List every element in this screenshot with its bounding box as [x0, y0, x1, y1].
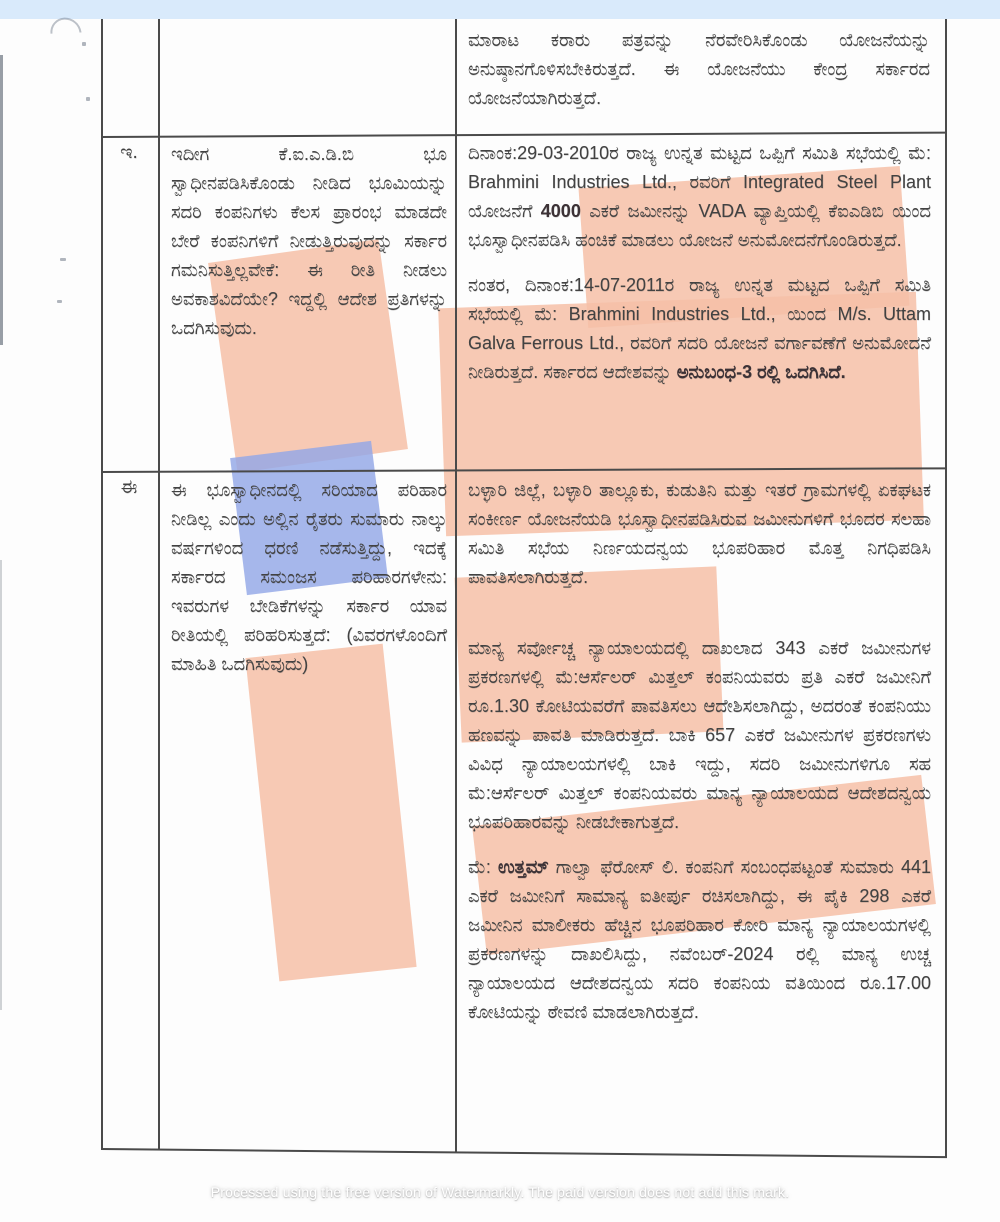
scan-edge-streak	[0, 55, 3, 345]
answer-text-bold: 4000	[540, 201, 581, 221]
answer-text-bold: ಉತ್ತಮ್	[497, 857, 549, 877]
answer-text: ಮೆ:	[468, 857, 498, 877]
answer-text: ದಿನಾಂಕ:29-03-2010ರ ರಾಜ್ಯ ಉನ್ನತ ಮಟ್ಟದ ಒಪ್ಪಿಗೆ ಸಮಿತಿ ಸಭೆಯಲ್ಲಿ ಮೆ: Brahmini Industries Ltd., ರವರಿಗೆ Integrated Steel Plant ಯೋಜನೆಗೆ	[468, 143, 931, 221]
watermark-text: Processed using the free version of Watermarkly. The paid version does not add this mark.	[210, 1184, 790, 1200]
answer-paragraph: ಮಾನ್ಯ ಸರ್ವೋಚ್ಚ ನ್ಯಾಯಾಲಯದಲ್ಲಿ ದಾಖಲಾದ 343 ಎಕರೆ ಜಮೀನುಗಳ ಪ್ರಕರಣಗಳಲ್ಲಿ ಮೆ:ಆರ್ಸೆಲರ್ ಮಿತ್ತಲ್ ಕಂಪನಿಯವರು ಪ್ರತಿ ಎಕರೆ ಜಮೀನಿಗೆ ರೂ.1.30 ಕೋಟಿಯವರೆಗೆ ಪಾವತಿಸಲು ಆದೇಶಿಸಲಾಗಿದ್ದು, ಅದರಂತೆ ಕಂಪನಿಯು ಹಣವನ್ನು ಪಾವತಿ ಮಾಡಿರುತ್ತದೆ. ಬಾಕಿ 657 ಎಕರೆ ಜಮೀನುಗಳ ಪ್ರಕರಣಗಳು ವಿವಿಧ ನ್ಯಾಯಾಲಯಗಳಲ್ಲಿ ಬಾಕಿ ಇದ್ದು, ಸದರಿ ಜಮೀನುಗಳಿಗೂ ಸಹ ಮೆ:ಆರ್ಸೆಲರ್ ಮಿತ್ತಲ್ ಕಂಪನಿಯವರು ಮಾನ್ಯ ನ್ಯಾಯಾಲಯದ ಆದೇಶದನ್ವಯ ಭೂಪರಿಹಾರವನ್ನು ನೀಡಬೇಕಾಗುತ್ತದೆ.	[468, 638, 931, 832]
pencil-mark	[57, 300, 62, 303]
table-right-border	[945, 19, 947, 1158]
answer-text: ನಂತರ, ದಿನಾಂಕ:14-07-2011ರ ರಾಜ್ಯ ಉನ್ನತ ಮಟ್ಟದ ಒಪ್ಪಿಗೆ ಸಮಿತಿ ಸಭೆಯಲ್ಲಿ ಮೆ: Brahmini Industries Ltd., ಯಿಂದ M/s. Uttam Galva Ferrous Ltd., ರವರಿಗೆ ಸದರಿ ಯೋಜನೆ ವರ್ಗಾವಣೆಗೆ ಅನುಮೋದನೆ ನೀಡಿರುತ್ತದೆ. ಸರ್ಕಾರದ ಆದೇಶವನ್ನು	[468, 275, 932, 382]
question-paragraph: ಈ ಭೂಸ್ವಾಧೀನದಲ್ಲಿ ಸರಿಯಾದ ಪರಿಹಾರ ನೀಡಿಲ್ಲ ಎಂದು ಅಲ್ಲಿನ ರೈತರು ಸುಮಾರು ನಾಲ್ಕು ವರ್ಷಗಳಿಂದ ಧರಣಿ ನಡೆಸುತ್ತಿದ್ದು, ಇದಕ್ಕೆ ಸರ್ಕಾರದ ಸಮಂಜಸ ಪರಿಹಾರಗಳೇನು: ಇವರುಗಳ ಬೇಡಿಕೆಗಳನ್ನು ಸರ್ಕಾರ ಯಾವ ರೀತಿಯಲ್ಲಿ ಪರಿಹರಿಸುತ್ತದೆ: (ವಿವರಗಳೊಂದಿಗೆ ಮಾಹಿತಿ ಒದಗಿಸುವುದು)	[171, 480, 447, 674]
scan-top-band	[0, 0, 1000, 19]
answer-text: ಗಾಲ್ವಾ ಫೆರೋಸ್ ಲಿ. ಕಂಪನಿಗೆ ಸಂಬಂಧಪಟ್ಟಂತೆ ಸುಮಾರು 441 ಎಕರೆ ಜಮೀನಿಗೆ ಸಾಮಾನ್ಯ ಐತೀರ್ಪು ರಚಿಸಲಾಗಿದ್ದು, ಈ ಪೈಕಿ 298 ಎಕರೆ ಜಮೀನಿನ ಮಾಲೀಕರು ಹೆಚ್ಚಿನ ಭೂಪರಿಹಾರ ಕೋರಿ ಮಾನ್ಯ ನ್ಯಾಯಾಲಯಗಳಲ್ಲಿ ಪ್ರಕರಣಗಳನ್ನು ದಾಖಲಿಸಿದ್ದು, ನವೆಂಬರ್-2024 ರಲ್ಲಿ ಮಾನ್ಯ ಉಚ್ಚ ನ್ಯಾಯಾಲಯದ ಆದೇಶದನ್ವಯ ಸದರಿ ಕಂಪನಿಯ ವತಿಯಿಂದ ರೂ.17.00 ಕೋಟಿಯನ್ನು ಠೇವಣಿ ಮಾಡಲಾಗಿರುತ್ತದೆ.	[468, 857, 931, 1022]
pencil-mark	[60, 258, 66, 261]
answer-cell-row-2	[468, 139, 931, 387]
question-cell-row-3	[171, 476, 447, 679]
table-left-border	[101, 19, 103, 1149]
pencil-mark	[86, 97, 90, 101]
row-marker-2: ಇ.	[120, 142, 138, 163]
question-paragraph: ಇದೀಗ ಕೆ.ಐ.ಎ.ಡಿ.ಬಿ ಭೂ ಸ್ವಾಧೀನಪಡಿಸಿಕೊಂಡು ನೀಡಿದ ಭೂಮಿಯನ್ನು ಸದರಿ ಕಂಪನಿಗಳು ಕೆಲಸ ಪ್ರಾರಂಭ ಮಾಡದೇ ಬೇರೆ ಕಂಪನಿಗಳಿಗೆ ನೀಡುತ್ತಿರುವುದನ್ನು ಸರ್ಕಾರ ಗಮನಿಸುತ್ತಿಲ್ಲವೇಕೆ: ಈ ರೀತಿ ನೀಡಲು ಅವಕಾಶವಿದೆಯೇ? ಇದ್ದಲ್ಲಿ ಆದೇಶ ಪ್ರತಿಗಳನ್ನು ಒದಗಿಸುವುದು.	[171, 144, 447, 338]
answer-paragraph	[468, 271, 931, 387]
highlighter-mark-orange-question-3	[245, 644, 416, 982]
row-marker-3: ಈ	[120, 477, 138, 498]
answer-text-bold: ಅನುಬಂಧ-3 ರಲ್ಲಿ ಒದಗಿಸಿದೆ.	[676, 362, 846, 382]
answer-paragraph	[468, 853, 931, 1027]
answer-paragraph: ಬಳ್ಳಾರಿ ಜಿಲ್ಲೆ, ಬಳ್ಳಾರಿ ತಾಲ್ಲೂಕು, ಕುಡುತಿನಿ ಮತ್ತು ಇತರೆ ಗ್ರಾಮಗಳಲ್ಲಿ ಏಕಘಟಕ ಸಂಕೀರ್ಣ ಯೋಜನೆಯಡಿ ಭೂಸ್ವಾಧೀನಪಡಿಸಿರುವ ಜಮೀನುಗಳಿಗೆ ಭೂದರ ಸಲಹಾ ಸಮಿತಿ ಸಭೆಯ ನಿರ್ಣಯದನ್ವಯ ಭೂಪರಿಹಾರ ಮೊತ್ತ ನಿಗಧಿಪಡಿಸಿ ಪಾವತಿಸಲಾಗಿರುತ್ತದೆ.	[468, 480, 931, 587]
answer-paragraph: ಮಾರಾಟ ಕರಾರು ಪತ್ರವನ್ನು ನೆರವೇರಿಸಿಕೊಂಡು ಯೋಜನೆಯನ್ನು ಅನುಷ್ಠಾನಗೊಳಿಸಬೇಕಿರುತ್ತದೆ. ಈ ಯೋಜನೆಯು ಕೇಂದ್ರ ಸರ್ಕಾರದ ಯೋಜನೆಯಾಗಿರುತ್ತದೆ.	[468, 30, 930, 108]
answer-text: ಎಕರೆ ಜಮೀನನ್ನು VADA ವ್ಯಾಪ್ತಿಯಲ್ಲಿ ಕೆಐಎಡಿಬಿ ಯಿಂದ ಭೂಸ್ವಾಧೀನಪಡಿಸಿ ಹಂಚಿಕೆ ಮಾಡಲು ಯೋಜನೆ ಅನುಮೋದನೆಗೊಂಡಿರುತ್ತದೆ.	[468, 201, 931, 250]
table-marker-column-divider	[158, 19, 160, 1149]
answer-cell-row-3	[468, 476, 931, 1027]
answer-cell-row-1	[468, 26, 930, 113]
scan-edge-streak	[0, 560, 2, 1010]
pencil-mark	[82, 42, 86, 46]
table-bottom-border	[101, 1148, 947, 1158]
table-row-divider-1	[101, 132, 946, 138]
question-cell-row-2	[171, 140, 447, 343]
answer-paragraph	[468, 139, 931, 255]
table-answer-column-divider	[455, 19, 457, 1153]
